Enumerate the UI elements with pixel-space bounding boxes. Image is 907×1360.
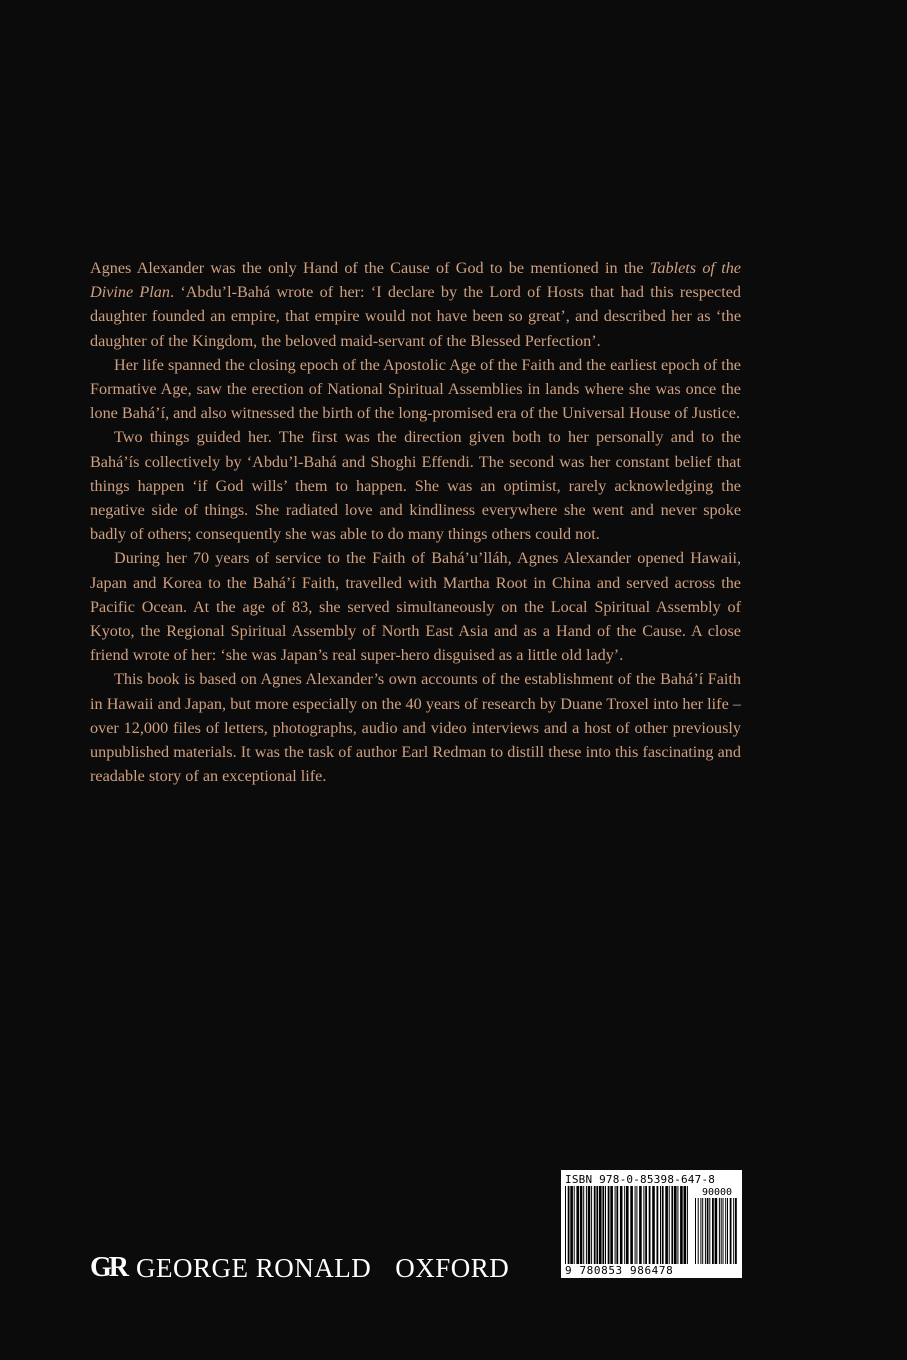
barcode-stripe (630, 1186, 633, 1264)
barcode-stripe (705, 1198, 706, 1264)
barcode-stripe (602, 1186, 604, 1264)
barcode-stripe (596, 1186, 598, 1264)
barcode-stripe (591, 1186, 592, 1264)
barcode-stripe (599, 1186, 602, 1264)
barcode-stripe (620, 1186, 623, 1264)
blurb-paragraph-5: This book is based on Agnes Alexander’s own accounts of the establishment of the Bahá’í Faith in Hawaii and Japan, but more especially on the 40 years of research by Duane Troxel into her life – over 12,000 files of letters, photographs, audio and video interviews and a host of other previously unpublished materials. It was the task of author Earl Redman to distill these into this fascinating and readable story of an exceptional life. (90, 670, 741, 786)
blurb-p1-book-title: Tablets of the Divine Plan (90, 259, 741, 302)
barcode-stripe (669, 1186, 670, 1264)
barcode-stripe (660, 1186, 661, 1264)
barcode-stripe (580, 1186, 583, 1264)
barcode-stripe (719, 1198, 720, 1264)
barcode-stripe (576, 1186, 579, 1264)
blurb-paragraph-3: Two things guided her. The first was the direction given both to her personally and to the Bahá’ís collectively by ‘Abdu’l-Bahá and Shoghi Effendi. The second was her constant belief that things happen ‘if God wills’ them to happen. She was an optimist, rarely acknowledging the negative side of things. She radiated love and kindliness everywhere she went and never spoke badly of others; consequently she was able to do many things others could not. (90, 428, 741, 544)
barcode-stripe (712, 1198, 714, 1264)
barcode-stripe (695, 1198, 696, 1264)
publisher-logo: GR (90, 1252, 126, 1283)
barcode-stripe (677, 1186, 678, 1264)
barcode-stripe (657, 1186, 659, 1264)
barcode-stripe (733, 1198, 734, 1264)
barcode-stripe (730, 1198, 732, 1264)
barcode-stripe (715, 1198, 718, 1264)
barcode-stripe (574, 1186, 575, 1264)
back-cover-blurb (90, 256, 741, 788)
barcode-stripe (594, 1186, 596, 1264)
barcode-ean-number: 9 780853 986478 (565, 1264, 674, 1277)
barcode-stripe (645, 1186, 647, 1264)
barcode-stripe (680, 1186, 683, 1264)
barcode-stripe (698, 1198, 699, 1264)
barcode-stripe (610, 1186, 613, 1264)
barcode-stripe (727, 1198, 728, 1264)
barcode-stripe (639, 1186, 642, 1264)
barcode-stripe (583, 1186, 584, 1264)
publisher-city: OXFORD (395, 1252, 510, 1283)
barcode-stripe (615, 1186, 616, 1264)
barcode-stripe (665, 1186, 668, 1264)
barcode-stripe (662, 1186, 664, 1264)
barcode-stripe (626, 1186, 629, 1264)
barcode-stripe (616, 1186, 618, 1264)
isbn-barcode (561, 1170, 742, 1278)
barcode-stripe (608, 1186, 610, 1264)
barcode-stripe (570, 1186, 573, 1264)
barcode-stripe (568, 1186, 570, 1264)
barcode-stripe (588, 1186, 591, 1264)
barcode-stripe (652, 1186, 655, 1264)
blurb-paragraph-4: During her 70 years of service to the Faith of Bahá’u’lláh, Agnes Alexander opened Hawaii, Japan and Korea to the Bahá’í Faith, travelled with Martha Root in China and served across the Pacific Ocean. At the age of 83, she served simultaneously on the Local Spiritual Assembly of Kyoto, the Regional Spiritual Assembly of North East Asia and as a Hand of the Cause. A close friend wrote of her: ‘she was Japan’s real super-hero disguised as a little old lady’. (90, 549, 741, 665)
barcode-stripe (643, 1186, 644, 1264)
barcode-stripe (725, 1198, 726, 1264)
blurb-p1-text-a: Agnes Alexander was the only Hand of the Cause of God to be mentioned in the (90, 259, 650, 277)
barcode-stripe (624, 1186, 625, 1264)
barcode-bars (565, 1186, 689, 1264)
barcode-stripe (635, 1186, 636, 1264)
barcode-stripe (723, 1198, 724, 1264)
barcode-stripe (671, 1186, 673, 1264)
barcode-stripe (735, 1198, 737, 1264)
barcode-stripe (674, 1186, 677, 1264)
publisher-imprint (90, 1248, 509, 1288)
publisher-name: GEORGE RONALD (136, 1252, 372, 1283)
barcode-stripe (709, 1198, 710, 1264)
barcode-stripe (721, 1198, 722, 1264)
blurb-p1-text-b: . ‘Abdu’l-Bahá wrote of her: ‘I declare by the Lord of Hosts that had this respected daughter founded an empire, that empire would not have been so great’, and described her as ‘the daughter of the Kingdom, the beloved maid-servant of the Blessed Perfection’. (90, 283, 741, 350)
barcode-stripe (684, 1186, 687, 1264)
blurb-paragraph-1 (90, 256, 741, 353)
barcode-stripe (605, 1186, 606, 1264)
blurb-paragraph-2: Her life spanned the closing epoch of the Apostolic Age of the Faith and the earliest epoch of the Formative Age, saw the erection of National Spiritual Assemblies in lands where she was once the lone Bahá’í, and also witnessed the birth of the long-promised era of the Universal House of Justice. (90, 355, 741, 423)
barcode-stripe (700, 1198, 701, 1264)
barcode-stripe (707, 1198, 709, 1264)
barcode-stripe (702, 1198, 703, 1264)
isbn-label: ISBN 978-0-85398-647-8 (565, 1173, 716, 1186)
barcode-stripe (687, 1186, 688, 1264)
barcode-stripe (649, 1186, 651, 1264)
barcode-stripe (565, 1186, 566, 1264)
barcode-stripe (636, 1186, 637, 1264)
barcode-stripe (586, 1186, 587, 1264)
barcode-addon-number: 90000 (695, 1187, 739, 1198)
